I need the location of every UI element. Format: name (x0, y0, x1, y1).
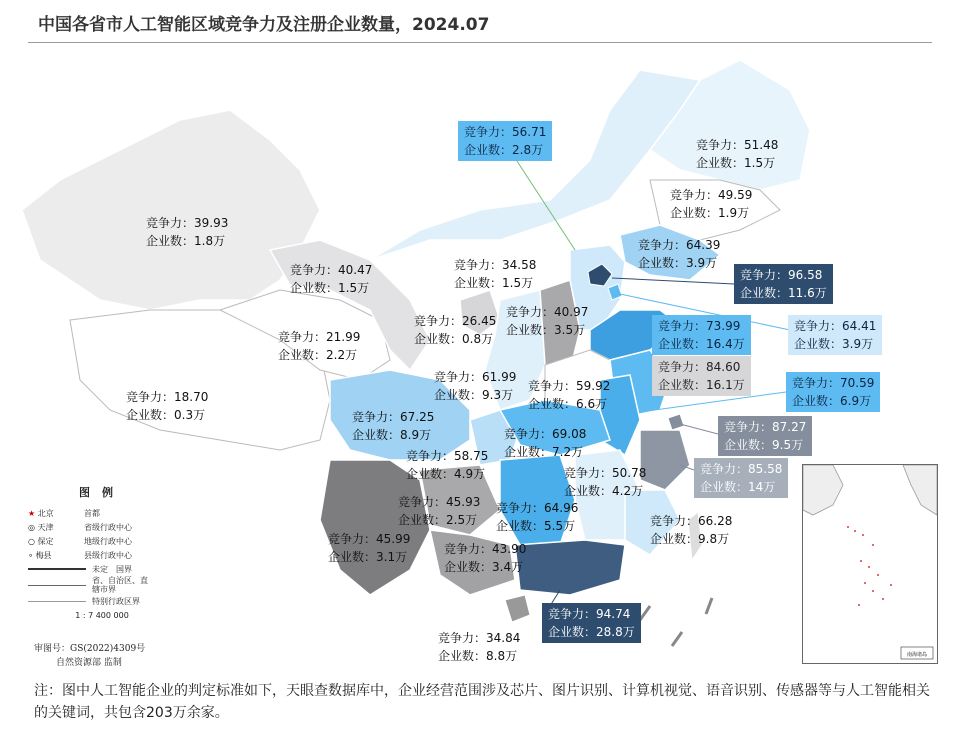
legend-line-border: 未定 国界 (28, 562, 176, 576)
competitiveness-value: 39.93 (194, 216, 229, 230)
inset-map (803, 465, 937, 663)
competitiveness-value: 43.90 (492, 542, 527, 556)
competitiveness-line (438, 629, 520, 647)
competitiveness-key: 竞争力： (406, 449, 455, 463)
enterprise-value: 3.4万 (492, 560, 524, 574)
competitiveness-value: 21.99 (326, 330, 361, 344)
enterprise-key: 企业数： (658, 378, 707, 392)
competitiveness-key: 竞争力： (454, 258, 503, 272)
enterprise-value: 1.9万 (718, 206, 750, 220)
competitiveness-line (496, 499, 578, 517)
legend-item-prefecture: ○ 保定 地级行政中心 (28, 536, 132, 546)
competitiveness-line (398, 493, 480, 511)
competitiveness-key: 竞争力： (290, 263, 339, 277)
competitiveness-value: 70.59 (840, 376, 875, 390)
enterprise-line (638, 254, 720, 272)
enterprise-value: 2.8万 (512, 143, 544, 157)
competitiveness-key: 竞争力： (638, 238, 687, 252)
legend-line-sar: 特别行政区界 (28, 594, 176, 608)
competitiveness-line (658, 317, 745, 335)
enterprise-key: 企业数： (454, 276, 503, 290)
competitiveness-key: 竞争力： (278, 330, 327, 344)
competitiveness-key: 竞争力： (504, 427, 553, 441)
enterprise-value: 9.5万 (772, 438, 804, 452)
competitiveness-key: 竞争力： (740, 268, 789, 282)
enterprise-key: 企业数： (792, 394, 841, 408)
province-label-guangdong (542, 603, 641, 643)
enterprise-key: 企业数： (638, 256, 687, 270)
province-label-tianjin (788, 315, 882, 355)
competitiveness-value: 84.60 (706, 360, 741, 374)
competitiveness-value: 50.78 (612, 466, 647, 480)
province-label-xinjiang (140, 212, 234, 252)
enterprise-value: 5.5万 (544, 519, 576, 533)
competitiveness-key: 竞争力： (670, 188, 719, 202)
enterprise-key: 企业数： (278, 348, 327, 362)
competitiveness-line (564, 464, 646, 482)
enterprise-line (438, 647, 520, 665)
south-china-sea-inset (802, 464, 938, 664)
province-label-hainan (432, 627, 526, 667)
province-label-inner_mongolia (458, 121, 552, 161)
competitiveness-line (328, 530, 410, 548)
competitiveness-line (406, 447, 488, 465)
enterprise-line (464, 141, 546, 159)
competitiveness-line (352, 408, 434, 426)
province-label-shanxi_jin (408, 310, 502, 350)
competitiveness-line (528, 377, 610, 395)
enterprise-line (126, 406, 208, 424)
enterprise-value: 11.6万 (788, 286, 827, 300)
enterprise-key: 企业数： (290, 281, 339, 295)
competitiveness-value: 67.25 (400, 410, 435, 424)
province-label-guangxi (438, 538, 532, 578)
enterprise-value: 3.9万 (686, 256, 718, 270)
competitiveness-key: 竞争力： (126, 390, 175, 404)
star-icon: ★ (28, 508, 36, 518)
enterprise-line (724, 436, 806, 454)
enterprise-key: 企业数： (548, 625, 597, 639)
competitiveness-key: 竞争力： (724, 420, 773, 434)
enterprise-key: 企业数： (794, 337, 843, 351)
competitiveness-value: 69.08 (552, 427, 587, 441)
leader-beijing (612, 278, 734, 284)
province-label-beijing (734, 264, 833, 304)
enterprise-key: 企业数： (658, 337, 707, 351)
province-label-hebei (500, 301, 594, 341)
competitiveness-line (278, 328, 360, 346)
border-dash (706, 598, 712, 614)
competitiveness-key: 竞争力： (414, 314, 463, 328)
competitiveness-key: 竞争力： (328, 532, 377, 546)
legend-line-province: 省、自治区、直辖市界 (28, 576, 176, 594)
enterprise-value: 4.9万 (454, 467, 486, 481)
enterprise-value: 8.9万 (400, 428, 432, 442)
enterprise-key: 企业数： (496, 519, 545, 533)
enterprise-value: 1.8万 (194, 234, 226, 248)
province-label-hunan (490, 497, 584, 537)
inset-caption: 南海诸岛 (906, 652, 928, 658)
enterprise-line (352, 426, 434, 444)
competitiveness-value: 26.45 (462, 314, 497, 328)
footnote: 注：图中人工智能企业的判定标准如下，天眼查数据库中，企业经营范围涉及芯片、图片识别、计算机视觉、语音识别、传感器等与人工智能相关的关键词，共包含203万余家。 (34, 683, 930, 721)
enterprise-line (398, 511, 480, 529)
enterprise-key: 企业数： (414, 332, 463, 346)
enterprise-key: 企业数： (464, 143, 513, 157)
competitiveness-value: 45.99 (376, 532, 411, 546)
enterprise-line (658, 335, 745, 353)
enterprise-line (740, 284, 827, 302)
enterprise-value: 4.2万 (612, 484, 644, 498)
enterprise-value: 6.6万 (576, 397, 608, 411)
competitiveness-line (444, 540, 526, 558)
competitiveness-line (548, 605, 635, 623)
enterprise-value: 16.1万 (706, 378, 745, 392)
competitiveness-value: 64.41 (842, 319, 877, 333)
enterprise-key: 企业数： (438, 649, 487, 663)
competitiveness-key: 竞争力： (496, 501, 545, 515)
line-symbol (28, 601, 86, 602)
enterprise-value: 1.5万 (338, 281, 370, 295)
province-label-jiangxi (558, 462, 652, 502)
competitiveness-key: 竞争力： (528, 379, 577, 393)
competitiveness-line (434, 368, 516, 386)
competitiveness-key: 竞争力： (794, 319, 843, 333)
competitiveness-value: 64.96 (544, 501, 579, 515)
competitiveness-value: 59.92 (576, 379, 611, 393)
approval-number: 审图号：GS(2022)4309号 (34, 644, 146, 654)
competitiveness-line (414, 312, 496, 330)
legend-item-county: ∘ 梅县 县级行政中心 (28, 550, 132, 560)
legend-item-provincial: ◎ 天津 省级行政中心 (28, 522, 132, 532)
enterprise-key: 企业数： (398, 513, 447, 527)
province-label-sichuan (346, 406, 440, 446)
region-xinjiang (22, 110, 320, 310)
competitiveness-value: 49.59 (718, 188, 753, 202)
inset-coastline (903, 465, 937, 515)
competitiveness-key: 竞争力： (444, 542, 493, 556)
enterprise-line (548, 623, 635, 641)
competitiveness-value: 34.84 (486, 631, 521, 645)
competitiveness-line (464, 123, 546, 141)
enterprise-value: 16.4万 (706, 337, 745, 351)
enterprise-line (792, 392, 874, 410)
enterprise-line (696, 154, 778, 172)
province-label-yunnan (322, 528, 416, 568)
enterprise-value: 2.2万 (326, 348, 358, 362)
competitiveness-line (650, 512, 732, 530)
enterprise-value: 3.5万 (554, 323, 586, 337)
competitiveness-key: 竞争力： (398, 495, 447, 509)
enterprise-line (504, 443, 586, 461)
competitiveness-line (126, 388, 208, 406)
enterprise-key: 企业数： (670, 206, 719, 220)
competitiveness-key: 竞争力： (464, 125, 513, 139)
competitiveness-value: 58.75 (454, 449, 489, 463)
competitiveness-line (792, 374, 874, 392)
province-label-liaoning (632, 234, 726, 274)
competitiveness-value: 40.47 (338, 263, 373, 277)
competitiveness-key: 竞争力： (434, 370, 483, 384)
enterprise-value: 14万 (748, 480, 776, 494)
enterprise-value: 3.9万 (842, 337, 874, 351)
circle-icon: ○ (28, 536, 35, 546)
line-symbol (28, 568, 86, 570)
enterprise-value: 3.1万 (376, 550, 408, 564)
line-symbol (28, 585, 86, 586)
enterprise-line (700, 478, 782, 496)
competitiveness-value: 87.27 (772, 420, 807, 434)
enterprise-value: 28.8万 (596, 625, 635, 639)
legend (28, 484, 176, 622)
enterprise-line (434, 386, 516, 404)
legend-title: 图例 (79, 486, 125, 499)
competitiveness-line (506, 303, 588, 321)
enterprise-value: 9.8万 (698, 532, 730, 546)
enterprise-key: 企业数： (650, 532, 699, 546)
enterprise-line (670, 204, 752, 222)
enterprise-line (658, 376, 745, 394)
province-label-hubei (498, 423, 592, 463)
enterprise-value: 0.3万 (174, 408, 206, 422)
enterprise-key: 企业数： (528, 397, 577, 411)
competitiveness-value: 18.70 (174, 390, 209, 404)
competitiveness-value: 64.39 (686, 238, 721, 252)
enterprise-key: 企业数： (328, 550, 377, 564)
competitiveness-value: 66.28 (698, 514, 733, 528)
enterprise-value: 6.9万 (840, 394, 872, 408)
competitiveness-key: 竞争力： (146, 216, 195, 230)
province-label-zhejiang (694, 458, 788, 498)
enterprise-line (454, 274, 536, 292)
competitiveness-line (290, 261, 372, 279)
region-shanghai (668, 414, 684, 430)
competitiveness-line (700, 460, 782, 478)
enterprise-key: 企业数： (740, 286, 789, 300)
province-label-jiangsu (652, 356, 751, 396)
enterprise-value: 1.5万 (502, 276, 534, 290)
competitiveness-value: 96.58 (788, 268, 823, 282)
province-label-shaanxi (428, 366, 522, 406)
enterprise-line (444, 558, 526, 576)
enterprise-key: 企业数： (700, 480, 749, 494)
legend-item-capital: ★ 北京 首都 (28, 508, 100, 518)
competitiveness-line (454, 256, 536, 274)
approval-issuer: 自然资源部 监制 (56, 658, 122, 668)
competitiveness-key: 竞争力： (548, 607, 597, 621)
double-circle-icon: ◎ (28, 522, 35, 532)
province-label-shanghai (718, 416, 812, 456)
enterprise-line (146, 232, 228, 250)
province-label-anhui (786, 372, 880, 412)
competitiveness-key: 竞争力： (792, 376, 841, 390)
legend-scale: 1 : 7 400 000 (75, 610, 129, 620)
region-hainan (505, 595, 530, 622)
enterprise-value: 8.8万 (486, 649, 518, 663)
enterprise-key: 企业数： (126, 408, 175, 422)
province-label-gansu (284, 259, 378, 299)
competitiveness-line (638, 236, 720, 254)
enterprise-value: 1.5万 (744, 156, 776, 170)
dot-icon: ∘ (28, 550, 34, 560)
competitiveness-key: 竞争力： (650, 514, 699, 528)
enterprise-key: 企业数： (444, 560, 493, 574)
enterprise-key: 企业数： (506, 323, 555, 337)
competitiveness-line (146, 214, 228, 232)
enterprise-key: 企业数： (724, 438, 773, 452)
map-title: 中国各省市人工智能区域竞争力及注册企业数量，2024.07 (38, 15, 490, 35)
enterprise-value: 0.8万 (462, 332, 494, 346)
enterprise-key: 企业数： (564, 484, 613, 498)
enterprise-key: 企业数： (406, 467, 455, 481)
competitiveness-key: 竞争力： (564, 466, 613, 480)
border-dash (640, 606, 650, 620)
enterprise-line (290, 279, 372, 297)
competitiveness-line (724, 418, 806, 436)
competitiveness-value: 51.48 (744, 138, 779, 152)
enterprise-value: 7.2万 (552, 445, 584, 459)
competitiveness-key: 竞争力： (658, 360, 707, 374)
enterprise-line (496, 517, 578, 535)
competitiveness-value: 61.99 (482, 370, 517, 384)
enterprise-key: 企业数： (434, 388, 483, 402)
competitiveness-key: 竞争力： (696, 138, 745, 152)
enterprise-key: 企业数： (146, 234, 195, 248)
competitiveness-value: 40.97 (554, 305, 589, 319)
enterprise-line (506, 321, 588, 339)
province-label-tibet (120, 386, 214, 426)
enterprise-line (406, 465, 488, 483)
competitiveness-value: 45.93 (446, 495, 481, 509)
enterprise-line (278, 346, 360, 364)
province-label-heilongjiang (690, 134, 784, 174)
enterprise-key: 企业数： (504, 445, 553, 459)
competitiveness-line (696, 136, 778, 154)
enterprise-key: 企业数： (352, 428, 401, 442)
border-dash (672, 632, 682, 646)
competitiveness-key: 竞争力： (658, 319, 707, 333)
enterprise-line (414, 330, 496, 348)
competitiveness-value: 73.99 (706, 319, 741, 333)
enterprise-line (528, 395, 610, 413)
competitiveness-key: 竞争力： (700, 462, 749, 476)
province-label-shandong (652, 315, 751, 355)
competitiveness-line (740, 266, 827, 284)
enterprise-line (650, 530, 732, 548)
enterprise-value: 9.3万 (482, 388, 514, 402)
competitiveness-value: 94.74 (596, 607, 631, 621)
competitiveness-key: 竞争力： (438, 631, 487, 645)
province-label-fujian (644, 510, 738, 550)
leader-shanghai (680, 424, 718, 434)
competitiveness-line (504, 425, 586, 443)
province-label-ningxia (448, 254, 542, 294)
competitiveness-key: 竞争力： (352, 410, 401, 424)
province-label-henan (522, 375, 616, 415)
enterprise-value: 2.5万 (446, 513, 478, 527)
competitiveness-value: 85.58 (748, 462, 783, 476)
competitiveness-line (794, 317, 876, 335)
competitiveness-key: 竞争力： (506, 305, 555, 319)
competitiveness-value: 56.71 (512, 125, 547, 139)
province-label-qinghai (272, 326, 366, 366)
island-dots (847, 526, 892, 606)
competitiveness-value: 34.58 (502, 258, 537, 272)
inset-coastline (803, 465, 843, 515)
map-approval (34, 642, 145, 670)
province-label-chongqing (400, 445, 494, 485)
competitiveness-line (670, 186, 752, 204)
enterprise-key: 企业数： (696, 156, 745, 170)
province-label-guizhou (392, 491, 486, 531)
enterprise-line (794, 335, 876, 353)
enterprise-line (328, 548, 410, 566)
province-label-jilin (664, 184, 758, 224)
competitiveness-line (658, 358, 745, 376)
